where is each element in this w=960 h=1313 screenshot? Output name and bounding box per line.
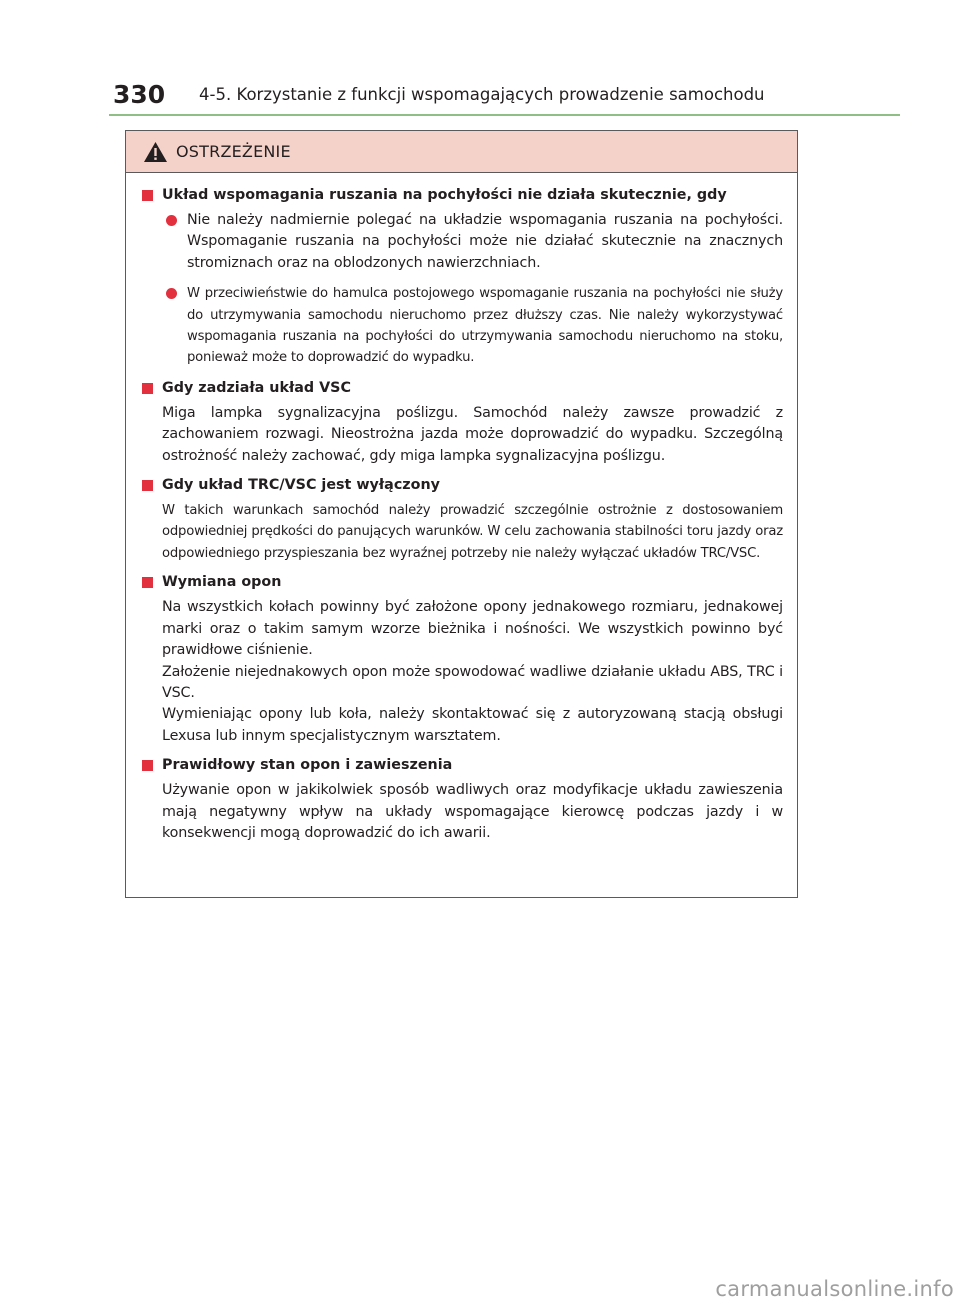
warning-section [140,378,783,467]
section-heading [140,475,783,496]
red-square-icon [142,577,153,588]
warning-title: OSTRZEŻENIE [176,142,291,161]
paragraph: Założenie niejednakowych opon może spowodować wadliwe działanie układu ABS, TRC i VSC. [162,663,783,701]
warning-box [125,130,798,898]
section-heading-text: Wymiana opon [162,574,282,591]
red-dot-icon [166,288,177,299]
section-heading [140,755,783,776]
paragraph: Używanie opon w jakikolwiek sposób wadliwych oraz modyfikacje układu zawieszenia mają negatywny wpływ na układy wspomagające kierowcę podczas jazdy i w konsekwencji mogą doprowadzić do ich awarii. [162,782,783,841]
red-square-icon [142,760,153,771]
section-heading-text: Gdy zadziała układ VSC [162,379,351,396]
paragraph: Na wszystkich kołach powinny być założone opony jednakowego rozmiaru, jednakowej marki oraz o takim samym wzorze bieżnika i nośności. We wszystkich powinno być prawidłowe ciśnienie. [162,599,783,659]
warning-triangle-icon [143,141,168,163]
section-heading [140,185,783,206]
section-title: 4-5. Korzystanie z funkcji wspomagających prowadzenie samochodu [199,85,765,104]
red-square-icon [142,480,153,491]
page-number: 330 [113,80,166,109]
warning-section [140,475,783,564]
red-square-icon [142,383,153,394]
warning-section [140,185,783,369]
warning-body [126,173,797,844]
bullet-text: W przeciwieństwie do hamulca postojowego wspomaganie ruszania na pochyłości nie służy do utrzymywania samochodu nieruchomo przez dłuższy czas. Nie należy wykorzystywać wspomagania ruszania na pochyłości do utrzymywania samochodu nieruchomo na stoku, ponieważ może to doprowadzić do wypadku. [187,286,783,366]
section-heading [140,378,783,399]
bullet-item [162,283,783,369]
section-heading-text: Prawidłowy stan opon i zawieszenia [162,757,453,774]
bullet-item [162,210,783,274]
paragraph: Wymieniając opony lub koła, należy skontaktować się z autoryzowaną stacją obsługi Lexusa lub innym specjalistycznym warsztatem. [162,706,783,744]
bullet-text: Nie należy nadmiernie polegać na układzie wspomagania ruszania na pochyłości. Wspomaganie ruszania na pochyłości może nie działać skutecznie na znacznych stromiznach oraz na oblodzonych nawierzchniach. [187,212,783,271]
red-dot-icon [166,215,177,226]
paragraph: Miga lampka sygnalizacyjna poślizgu. Samochód należy zawsze prowadzić z zachowaniem rozwagi. Nieostrożna jazda może doprowadzić do wypadku. Szczególną ostrożność należy zachować, gdy miga lampka sygnalizacyjna poślizgu. [162,404,783,464]
warning-header [126,131,797,173]
warning-section [140,572,783,747]
red-square-icon [142,190,153,201]
section-heading-text: Układ wspomagania ruszania na pochyłości nie działa skutecznie, gdy [162,187,727,203]
section-heading-text: Gdy układ TRC/VSC jest wyłączony [162,477,440,494]
watermark: carmanualsonline.info [715,1277,954,1301]
warning-section [140,755,783,844]
page-header [109,80,899,120]
header-divider [109,114,900,116]
paragraph: W takich warunkach samochód należy prowadzić szczególnie ostrożnie z dostosowaniem odpowiedniej prędkości do panujących warunków. W celu zachowania stabilności toru jazdy oraz odpowiedniego przyspieszania bez wyraźnej potrzeby nie należy wyłączać układów TRC/VSC. [162,503,783,561]
section-heading [140,572,783,593]
